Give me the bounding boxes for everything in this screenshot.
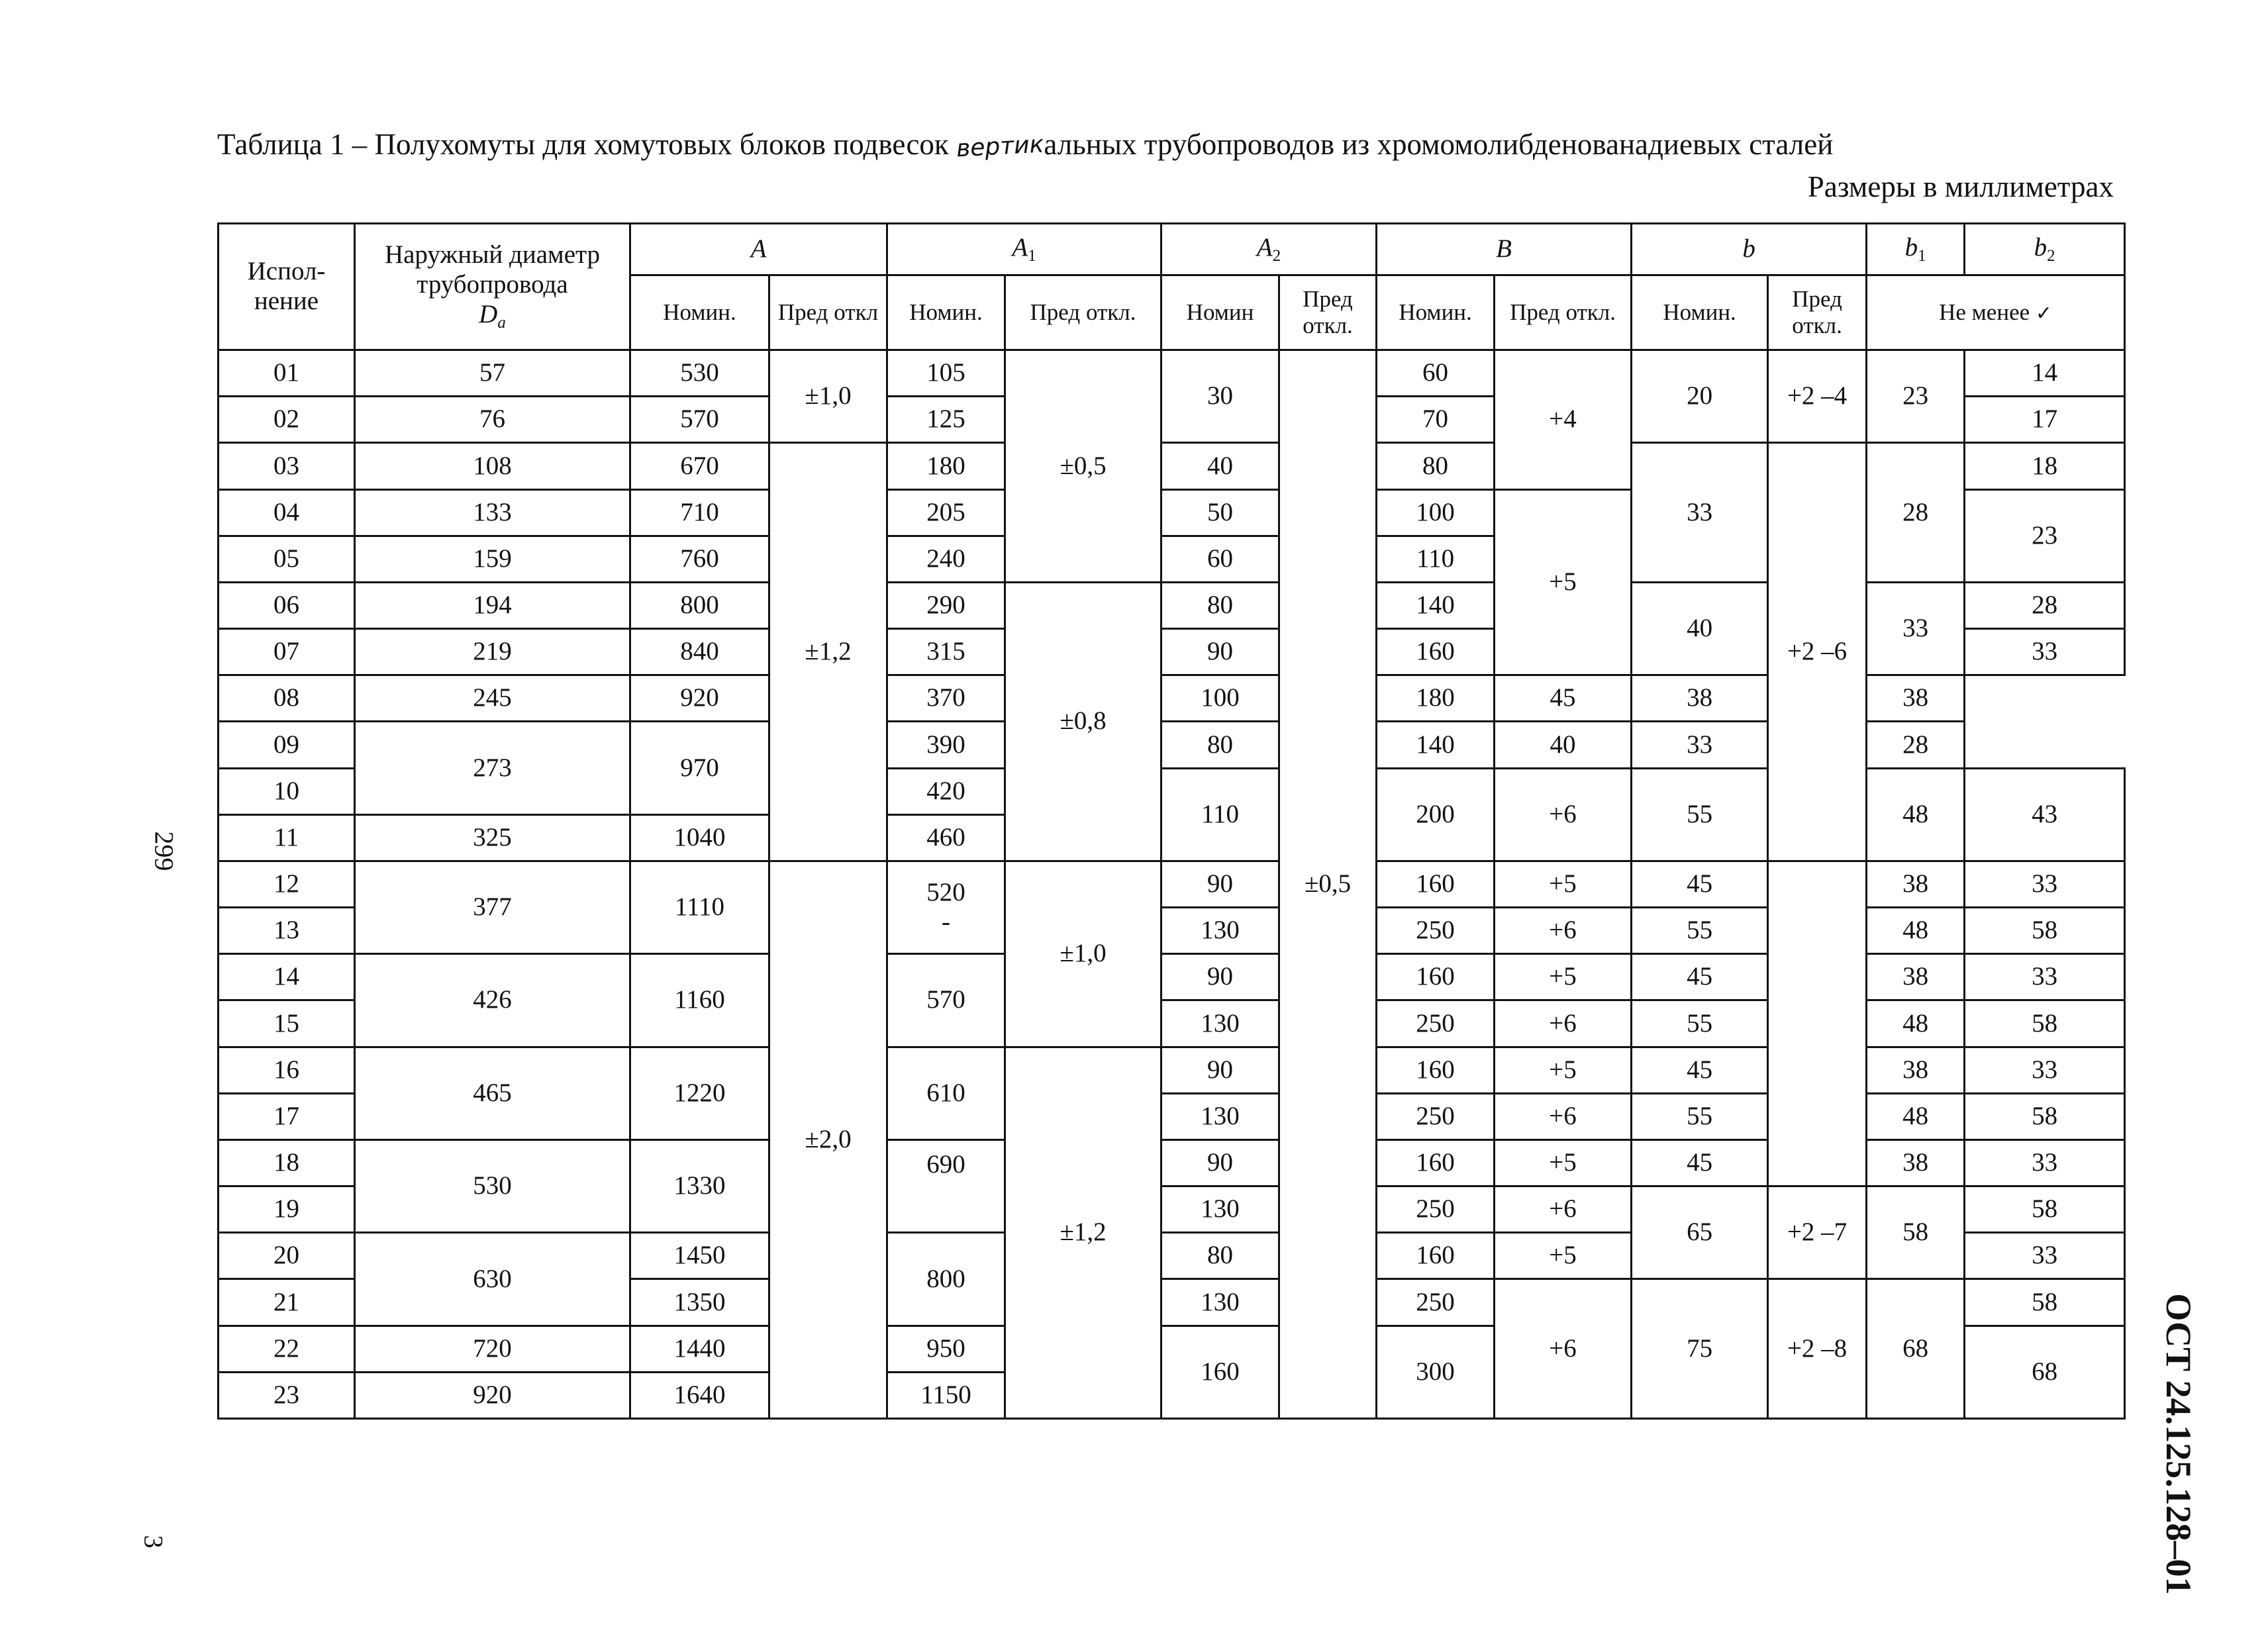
units-note: Размеры в миллиметрах xyxy=(1807,170,2114,203)
header-nomin: Номин. xyxy=(1632,275,1768,350)
cell-b-tol: +2 –7 xyxy=(1768,1186,1867,1279)
cell-b2: 58 xyxy=(1965,1093,2125,1139)
cell-B-nom: 250 xyxy=(1377,1000,1495,1047)
cell-A2-nom: 130 xyxy=(1161,1000,1279,1047)
standard-designation: ОСТ 24.125.128–01 xyxy=(2159,1293,2198,1595)
cell-b2: 33 xyxy=(1965,954,2125,1000)
cell-B-nom: 60 xyxy=(1377,350,1495,397)
cell-diam: 273 xyxy=(355,722,630,814)
cell-B-nom: 300 xyxy=(1377,1326,1495,1418)
cell-A1-nom: 105 xyxy=(887,350,1005,397)
cell-B-nom: 140 xyxy=(1377,582,1495,628)
cell-A1-nom: 240 xyxy=(887,536,1005,582)
header-A: A xyxy=(630,224,887,275)
cell-B-tol: +6 xyxy=(1495,1279,1632,1419)
cell-isp: 14 xyxy=(219,954,355,1000)
cell-A1-nom: 950 xyxy=(887,1326,1005,1372)
cell-diam: 159 xyxy=(355,536,630,582)
cell-A2-nom: 90 xyxy=(1161,1047,1279,1093)
cell-A-nom: 760 xyxy=(630,536,769,582)
cell-b-tol: +2 –6 xyxy=(1768,443,1867,861)
cell-isp: 20 xyxy=(219,1233,355,1279)
cell-b-tol: +2 –4 xyxy=(1768,350,1867,443)
header-pred-otkl: Пред откл xyxy=(769,275,887,350)
cell-b-nom: 45 xyxy=(1495,675,1632,722)
header-nomin: Номин. xyxy=(887,275,1005,350)
cell-A2-nom: 90 xyxy=(1161,629,1279,675)
cell-b1: 38 xyxy=(1867,861,1965,907)
cell-A-tol: ±1,2 xyxy=(769,443,887,861)
cell-isp: 06 xyxy=(219,582,355,628)
cell-A2-nom: 110 xyxy=(1161,768,1279,861)
cell-A2-nom: 160 xyxy=(1161,1326,1279,1418)
cell-B-tol: +5 xyxy=(1495,1139,1632,1186)
cell-diam: 920 xyxy=(355,1372,630,1418)
cell-A-nom: 1220 xyxy=(630,1047,769,1139)
cell-B-tol: +5 xyxy=(1495,1047,1632,1093)
cell-isp: 08 xyxy=(219,675,355,722)
cell-b2: 33 xyxy=(1965,1139,2125,1186)
cell-B-nom: 200 xyxy=(1377,768,1495,861)
header-pred-otkl: Пред откл. xyxy=(1005,275,1161,350)
cell-b2: 28 xyxy=(1965,582,2125,628)
table-caption xyxy=(217,127,1833,162)
cell-A1-nom: 370 xyxy=(887,675,1005,722)
cell-A1-nom: 315 xyxy=(887,629,1005,675)
cell-b2: 68 xyxy=(1965,1326,2125,1418)
cell-A2-nom: 130 xyxy=(1161,908,1279,954)
cell-b2: 58 xyxy=(1965,1186,2125,1233)
cell-B-nom: 160 xyxy=(1377,1233,1495,1279)
cell-A2-nom: 90 xyxy=(1161,861,1279,907)
cell-b1: 48 xyxy=(1867,908,1965,954)
cell-A-nom: 1440 xyxy=(630,1326,769,1372)
cell-B-tol: +5 xyxy=(1495,1233,1632,1279)
cell-b1: 38 xyxy=(1632,675,1768,722)
cell-A1-tol: ±0,5 xyxy=(1005,350,1161,583)
page-number: 299 xyxy=(149,831,179,871)
cell-A1-tol: ±1,0 xyxy=(1005,861,1161,1047)
cell-diam: 465 xyxy=(355,1047,630,1139)
cell-b-tol: +2 –8 xyxy=(1768,1279,1867,1419)
cell-b-nom: 40 xyxy=(1495,722,1632,768)
cell-b-nom: 45 xyxy=(1632,861,1768,907)
cell-A2-nom: 80 xyxy=(1161,722,1279,768)
cell-isp: 11 xyxy=(219,814,355,861)
cell-A1-nom: 420 xyxy=(887,768,1005,814)
header-diam: Наружный диаметр трубопровода $D_a$ xyxy=(355,224,630,350)
dimensions-table xyxy=(217,222,2124,1420)
cell-B-nom: 160 xyxy=(1377,1139,1495,1186)
cell-B-nom: 160 xyxy=(1377,954,1495,1000)
cell-A-nom: 920 xyxy=(630,675,769,722)
header-nomin: Номин. xyxy=(630,275,769,350)
cell-A-nom: 1330 xyxy=(630,1139,769,1232)
cell-B-tol: +6 xyxy=(1495,908,1632,954)
cell-b2: 33 xyxy=(1965,629,2125,675)
header-b2: $b_2$ xyxy=(1965,224,2125,275)
cell-b-tol-empty xyxy=(1768,861,1867,1186)
cell-b1: 38 xyxy=(1867,1047,1965,1093)
cell-isp: 01 xyxy=(219,350,355,397)
cell-A-nom: 1160 xyxy=(630,954,769,1047)
cell-isp: 16 xyxy=(219,1047,355,1093)
cell-b1: 68 xyxy=(1867,1279,1965,1419)
cell-diam: 194 xyxy=(355,582,630,628)
cell-A2-nom: 40 xyxy=(1161,443,1279,489)
caption-suffix: альных трубопроводов из хромомолибденованадиевых сталей xyxy=(1044,128,1834,161)
header-B: B xyxy=(1377,224,1632,275)
cell-b2: 14 xyxy=(1965,350,2125,397)
header-pred-otkl: Пред откл. xyxy=(1495,275,1632,350)
cell-A2-nom: 130 xyxy=(1161,1279,1279,1326)
cell-diam: 108 xyxy=(355,443,630,489)
cell-isp: 02 xyxy=(219,397,355,443)
cell-isp: 12 xyxy=(219,861,355,907)
cell-B-nom: 160 xyxy=(1377,1047,1495,1093)
header-A2: $A_2$ xyxy=(1161,224,1377,275)
cell-A1-nom: 800 xyxy=(887,1233,1005,1326)
cell-A-nom: 710 xyxy=(630,489,769,536)
cell-b2: 33 xyxy=(1965,861,2125,907)
cell-B-nom: 140 xyxy=(1377,722,1495,768)
cell-A1-nom: 690 xyxy=(887,1139,1005,1232)
cell-diam: 325 xyxy=(355,814,630,861)
cell-A-nom: 970 xyxy=(630,722,769,814)
cell-B-tol: +6 xyxy=(1495,768,1632,861)
cell-A2-nom: 30 xyxy=(1161,350,1279,443)
cell-A-nom: 670 xyxy=(630,443,769,489)
cell-A2-nom: 130 xyxy=(1161,1093,1279,1139)
caption-prefix: Таблица 1 – Полухомуты для хомутовых блоков подвесок xyxy=(217,128,949,161)
cell-A-nom: 1450 xyxy=(630,1233,769,1279)
cell-A2-nom: 50 xyxy=(1161,489,1279,536)
cell-A2-nom: 90 xyxy=(1161,1139,1279,1186)
cell-b1: 33 xyxy=(1632,722,1768,768)
cell-b2: 28 xyxy=(1867,722,1965,768)
cell-b2: 33 xyxy=(1965,1047,2125,1093)
cell-b2: 58 xyxy=(1965,1000,2125,1047)
cell-b2: 38 xyxy=(1867,675,1965,722)
cell-B-nom: 250 xyxy=(1377,908,1495,954)
page-number-secondary: 3 xyxy=(138,1535,169,1549)
cell-A2-nom: 80 xyxy=(1161,582,1279,628)
cell-B-tol: +5 xyxy=(1495,489,1632,675)
cell-A-nom: 570 xyxy=(630,397,769,443)
cell-diam: 530 xyxy=(355,1139,630,1232)
cell-B-nom: 110 xyxy=(1377,536,1495,582)
cell-b-nom: 55 xyxy=(1632,1000,1768,1047)
cell-b1: 48 xyxy=(1867,1000,1965,1047)
cell-B-nom: 160 xyxy=(1377,629,1495,675)
cell-b1: 23 xyxy=(1867,350,1965,443)
cell-A1-nom: 460 xyxy=(887,814,1005,861)
cell-b-nom: 55 xyxy=(1632,908,1768,954)
cell-A1-nom: 290 xyxy=(887,582,1005,628)
cell-A1-nom: 610 xyxy=(887,1047,1005,1139)
cell-B-tol: +4 xyxy=(1495,350,1632,490)
cell-b-nom: 45 xyxy=(1632,1047,1768,1093)
cell-A1-tol: ±1,2 xyxy=(1005,1047,1161,1418)
cell-A1-nom: 570 xyxy=(887,954,1005,1047)
cell-A-nom: 1110 xyxy=(630,861,769,953)
cell-A2-nom: 80 xyxy=(1161,1233,1279,1279)
cell-A1-nom: 180 xyxy=(887,443,1005,489)
cell-b-nom: 55 xyxy=(1632,1093,1768,1139)
cell-B-tol: +6 xyxy=(1495,1093,1632,1139)
cell-b-nom: 45 xyxy=(1632,954,1768,1000)
cell-B-nom: 70 xyxy=(1377,397,1495,443)
header-nomin: Номин. xyxy=(1377,275,1495,350)
cell-A1-nom: 390 xyxy=(887,722,1005,768)
cell-diam: 630 xyxy=(355,1233,630,1326)
cell-isp: 23 xyxy=(219,1372,355,1418)
handwritten-correction: вертик xyxy=(956,130,1045,163)
cell-B-tol: +5 xyxy=(1495,954,1632,1000)
header-b: b xyxy=(1632,224,1867,275)
cell-diam: 426 xyxy=(355,954,630,1047)
cell-b1: 33 xyxy=(1867,582,1965,675)
cell-b2: 33 xyxy=(1965,1233,2125,1279)
cell-isp: 13 xyxy=(219,908,355,954)
cell-B-tol: +6 xyxy=(1495,1186,1632,1233)
header-b1: $b_1$ xyxy=(1867,224,1965,275)
header-A1: $A_1$ xyxy=(887,224,1161,275)
cell-isp: 22 xyxy=(219,1326,355,1372)
cell-isp: 15 xyxy=(219,1000,355,1047)
cell-b1: 28 xyxy=(1867,443,1965,583)
cell-isp: 09 xyxy=(219,722,355,768)
cell-isp: 10 xyxy=(219,768,355,814)
header-isp: Испол-нение xyxy=(219,224,355,350)
cell-B-nom: 80 xyxy=(1377,443,1495,489)
cell-B-nom: 250 xyxy=(1377,1093,1495,1139)
cell-A-nom: 1350 xyxy=(630,1279,769,1326)
cell-A2-nom: 60 xyxy=(1161,536,1279,582)
cell-b-nom: 65 xyxy=(1632,1186,1768,1279)
cell-isp: 18 xyxy=(219,1139,355,1186)
cell-b1: 48 xyxy=(1867,768,1965,861)
cell-b-nom: 55 xyxy=(1632,768,1768,861)
cell-A2-tol: ±0,5 xyxy=(1279,350,1377,1419)
cell-A-nom: 530 xyxy=(630,350,769,397)
cell-isp: 07 xyxy=(219,629,355,675)
cell-diam: 720 xyxy=(355,1326,630,1372)
cell-isp: 03 xyxy=(219,443,355,489)
cell-B-nom: 160 xyxy=(1377,861,1495,907)
cell-isp: 17 xyxy=(219,1093,355,1139)
cell-diam: 57 xyxy=(355,350,630,397)
cell-B-tol: +6 xyxy=(1495,1000,1632,1047)
cell-isp: 21 xyxy=(219,1279,355,1326)
cell-isp: 05 xyxy=(219,536,355,582)
cell-B-nom: 100 xyxy=(1377,489,1495,536)
cell-A1-nom: 1150 xyxy=(887,1372,1005,1418)
cell-A2-nom: 130 xyxy=(1161,1186,1279,1233)
cell-diam: 245 xyxy=(355,675,630,722)
header-pred-otkl: Пред откл. xyxy=(1768,275,1867,350)
cell-isp: 19 xyxy=(219,1186,355,1233)
cell-A1-tol: ±0,8 xyxy=(1005,582,1161,861)
cell-A-tol: ±1,0 xyxy=(769,350,887,443)
cell-A1-nom: 520 - xyxy=(887,861,1005,953)
header-nomin: Номин xyxy=(1161,275,1279,350)
cell-A1-nom: 125 xyxy=(887,397,1005,443)
cell-diam: 76 xyxy=(355,397,630,443)
cell-b2: 58 xyxy=(1965,1279,2125,1326)
cell-b1: 48 xyxy=(1867,1093,1965,1139)
cell-b2: 18 xyxy=(1965,443,2125,489)
cell-b2: 23 xyxy=(1965,489,2125,582)
cell-A-nom: 800 xyxy=(630,582,769,628)
cell-A-nom: 1040 xyxy=(630,814,769,861)
cell-A1-nom: 205 xyxy=(887,489,1005,536)
cell-A-nom: 1640 xyxy=(630,1372,769,1418)
header-ne-menee: Не менее ✓ xyxy=(1867,275,2125,350)
cell-b2: 58 xyxy=(1965,908,2125,954)
cell-diam: 219 xyxy=(355,629,630,675)
cell-b-nom: 75 xyxy=(1632,1279,1768,1419)
cell-B-nom: 180 xyxy=(1377,675,1495,722)
cell-B-nom: 250 xyxy=(1377,1186,1495,1233)
cell-A-nom: 840 xyxy=(630,629,769,675)
cell-b1: 38 xyxy=(1867,954,1965,1000)
cell-b1: 38 xyxy=(1867,1139,1965,1186)
cell-diam: 377 xyxy=(355,861,630,953)
cell-A2-nom: 90 xyxy=(1161,954,1279,1000)
cell-diam: 133 xyxy=(355,489,630,536)
cell-b-nom: 33 xyxy=(1632,443,1768,583)
cell-isp: 04 xyxy=(219,489,355,536)
cell-B-nom: 250 xyxy=(1377,1279,1495,1326)
cell-b1: 58 xyxy=(1867,1186,1965,1279)
cell-A-tol: ±2,0 xyxy=(769,861,887,1418)
cell-A2-nom: 100 xyxy=(1161,675,1279,722)
header-pred-otkl: Пред откл. xyxy=(1279,275,1377,350)
cell-b-nom: 45 xyxy=(1632,1139,1768,1186)
cell-b2: 43 xyxy=(1965,768,2125,861)
cell-b2: 17 xyxy=(1965,397,2125,443)
cell-b-nom: 20 xyxy=(1632,350,1768,443)
cell-b-nom: 40 xyxy=(1632,582,1768,675)
cell-B-tol: +5 xyxy=(1495,861,1632,907)
